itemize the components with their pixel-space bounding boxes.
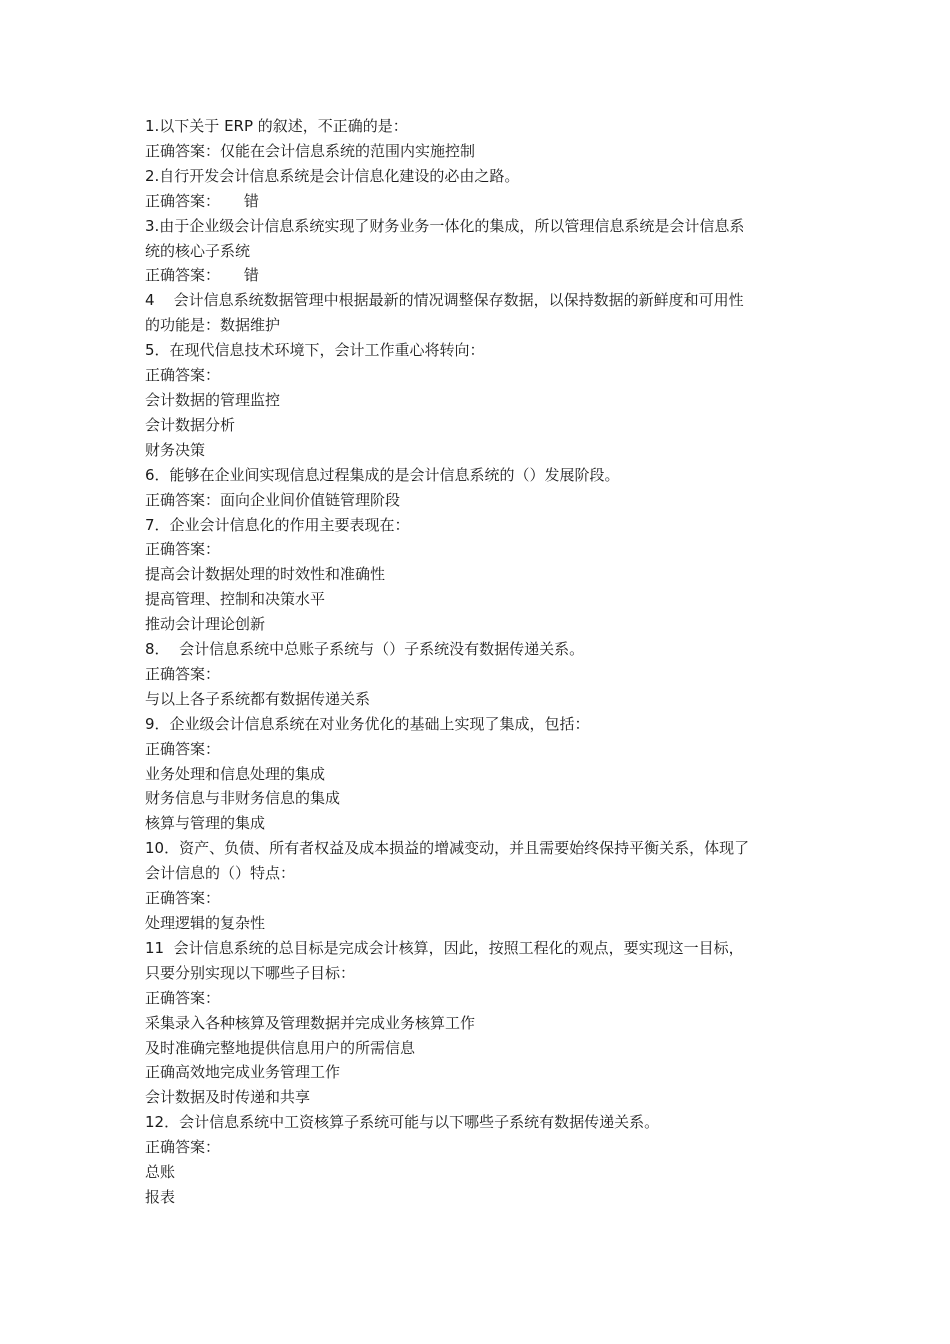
text-line: 采集录入各种核算及管理数据并完成业务核算工作: [145, 1013, 476, 1032]
text-line: 推动会计理论创新: [145, 615, 266, 634]
text-line: 提高会计数据处理的时效性和准确性: [145, 565, 386, 584]
text-line: 正确答案： 错: [145, 266, 259, 285]
text-line: 会计数据及时传递和共享: [145, 1088, 311, 1107]
text-line: 只要分别实现以下哪些子目标：: [145, 963, 356, 982]
text-line: 正确答案：: [145, 664, 221, 683]
text-line: 正确答案：: [145, 540, 221, 559]
text-line: 会计信息的（）特点：: [145, 864, 296, 883]
text-line: 正确答案：: [145, 1138, 221, 1157]
text-line: 7．企业会计信息化的作用主要表现在：: [145, 515, 410, 534]
text-line: 处理逻辑的复杂性: [145, 914, 266, 932]
text-line: 提高管理、控制和决策水平: [145, 590, 326, 609]
text-line: 6．能够在企业间实现信息过程集成的是会计信息系统的（）发展阶段。: [145, 465, 620, 484]
text-line: 核算与管理的集成: [145, 814, 266, 833]
text-line: 正确答案：: [145, 889, 221, 908]
document-body: [145, 114, 815, 1210]
text-line: 业务处理和信息处理的集成: [145, 764, 326, 783]
text-line: 正确答案：面向企业间价值链管理阶段: [145, 490, 401, 509]
text-line: 12．会计信息系统中工资核算子系统可能与以下哪些子系统有数据传递关系。: [145, 1113, 660, 1132]
text-line: 与以上各子系统都有数据传递关系: [145, 689, 371, 708]
text-line: 报表: [145, 1187, 176, 1206]
text-line: 财务信息与非财务信息的集成: [145, 789, 341, 808]
text-line: 10．资产、负债、所有者权益及成本损益的增减变动，并且需要始终保持平衡关系，体现了: [145, 839, 750, 858]
text-line: 9．企业级会计信息系统在对业务优化的基础上实现了集成，包括：: [145, 714, 590, 733]
text-line: 11 会计信息系统的总目标是完成会计核算，因此，按照工程化的观点，要实现这一目标，: [145, 938, 744, 957]
text-line: 3.由于企业级会计信息系统实现了财务业务一体化的集成，所以管理信息系统是会计信息系: [145, 216, 745, 235]
text-line: 会计数据分析: [145, 415, 236, 434]
text-line: 及时准确完整地提供信息用户的所需信息: [145, 1038, 416, 1057]
text-line: 正确答案：: [145, 988, 221, 1007]
text-line: 正确高效地完成业务管理工作: [145, 1063, 341, 1082]
text-line: 5．在现代信息技术环境下，会计工作重心将转向：: [145, 341, 485, 360]
text-line: 财务决策: [145, 440, 206, 459]
text-line: 正确答案：: [145, 739, 221, 758]
text-line: 正确答案： 错: [145, 191, 259, 210]
text-line: 4 会计信息系统数据管理中根据最新的情况调整保存数据，以保持数据的新鲜度和可用性: [145, 291, 744, 310]
text-line: 会计数据的管理监控: [145, 390, 281, 409]
text-line: 正确答案：仅能在会计信息系统的范围内实施控制: [145, 141, 476, 160]
text-line: 总账: [145, 1163, 176, 1182]
text-line: 1.以下关于 ERP 的叙述，不正确的是：: [145, 117, 408, 135]
text-line: 2.自行开发会计信息系统是会计信息化建设的必由之路。: [145, 166, 520, 185]
text-line: 的功能是：数据维护: [145, 316, 281, 335]
text-line: 正确答案：: [145, 366, 221, 385]
text-line: 统的核心子系统: [145, 241, 251, 260]
text-line: 8． 会计信息系统中总账子系统与（）子系统没有数据传递关系。: [145, 640, 585, 659]
